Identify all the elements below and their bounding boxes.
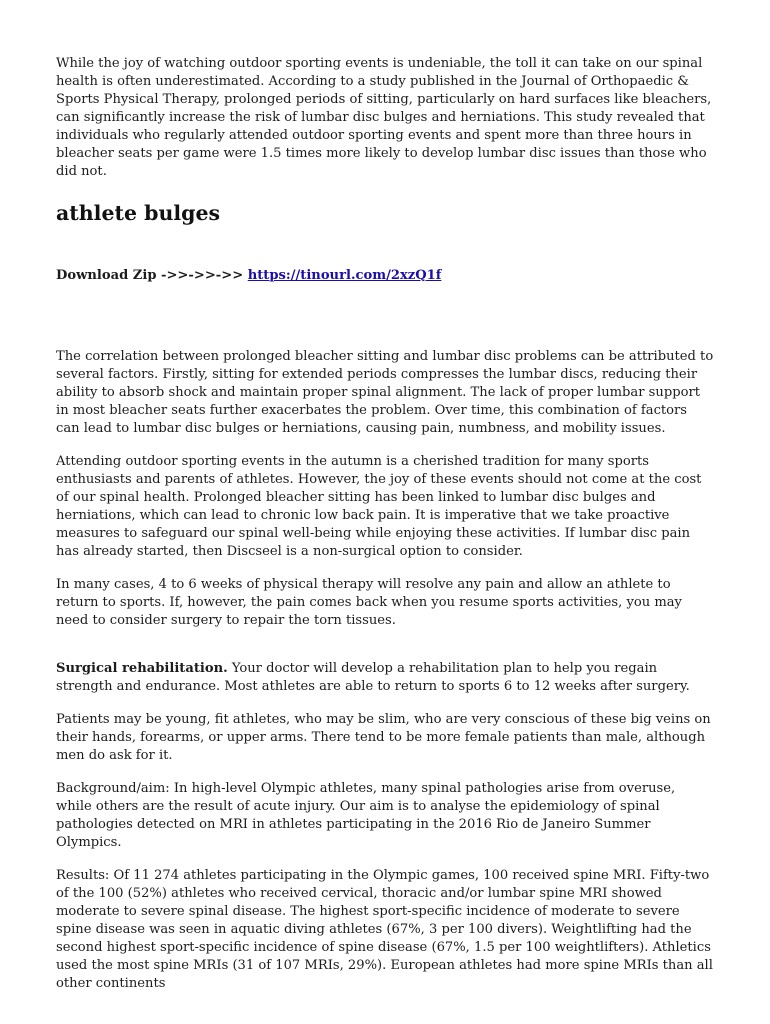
- page-title: athlete bulges: [56, 201, 221, 225]
- paragraph-autumn: Attending outdoor sporting events in the autumn is a cherished tradition for many sports enthusiasts and parents of athletes. However, the joy of these events should not come at the cost of our spinal health. Prolonged bleacher sitting has been linked to lumbar disc bulges and herniations, which can lead to chronic low back pain. It is imperative that we take proactive measures to safeguard our spinal well-being while enjoying these activities. If lumbar disc pain has already started, then Discseel is a non-surgical option to consider.: [56, 454, 702, 559]
- download-link[interactable]: https://tinourl.com/2xzQ1f: [247, 268, 442, 283]
- download-label: Download Zip ->>->>->>: [56, 268, 248, 283]
- surgical-heading: Surgical rehabilitation.: [56, 661, 228, 676]
- paragraph-results: Results: Of 11 274 athletes participating in the Olympic games, 100 received spine MRI. Fifty-two of the 100 (52%) athletes who received cervical, thoracic and/or lumbar spine MRI showed moderate to severe spinal disease. The highest sport-specific incidence of moderate to severe spine disease was seen in aquatic diving athletes (67%, 3 per 100 divers). Weightlifting had the second highest sport-specific incidence of spine disease (67%, 1.5 per 100 weightlifters). Athletics used the most spine MRIs (31 of 107 MRIs, 29%). European athletes had more spine MRIs than all other continents: [56, 868, 713, 991]
- paragraph-physical-therapy: In many cases, 4 to 6 weeks of physical therapy will resolve any pain and allow an athlete to return to sports. If, however, the pain comes back when you resume sports activities, you may need to consider surgery to repair the torn tissues.: [56, 577, 682, 628]
- paragraph-patients: Patients may be young, fit athletes, who may be slim, who are very conscious of these big veins on their hands, forearms, or upper arms. There tend to be more female patients than male, although men do ask for it.: [56, 712, 711, 763]
- download-line: [56, 267, 714, 285]
- surgical-text: Your doctor will develop a rehabilitation plan to help you regain strength and endurance. Most athletes are able to return to sports 6 to 12 weeks after surgery.: [56, 661, 690, 694]
- paragraph-correlation: The correlation between prolonged bleacher sitting and lumbar disc problems can be attributed to several factors. Firstly, sitting for extended periods compresses the lumbar discs, reducing their ability to absorb shock and maintain proper spinal alignment. The lack of proper lumbar support in most bleacher seats further exacerbates the problem. Over time, this combination of factors can lead to lumbar disc bulges or herniations, causing pain, numbness, and mobility issues.: [56, 349, 714, 436]
- intro-paragraph: While the joy of watching outdoor sporting events is undeniable, the toll it can take on our spinal health is often underestimated. According to a study published in the Journal of Orthopaedic & Sports Physical Therapy, prolonged periods of sitting, particularly on hard surfaces like bleachers, can significantly increase the risk of lumbar disc bulges and herniations. This study revealed that individuals who regularly attended outdoor sporting events and spent more than three hours in bleacher seats per game were 1.5 times more likely to develop lumbar disc issues than those who did not.: [56, 56, 712, 179]
- paragraph-background: Background/aim: In high-level Olympic athletes, many spinal pathologies arise from overuse, while others are the result of acute injury. Our aim is to analyse the epidemiology of spinal pathologies detected on MRI in athletes participating in the 2016 Rio de Janeiro Summer Olympics.: [56, 781, 676, 850]
- paragraph-surgical-rehabilitation: [56, 660, 714, 696]
